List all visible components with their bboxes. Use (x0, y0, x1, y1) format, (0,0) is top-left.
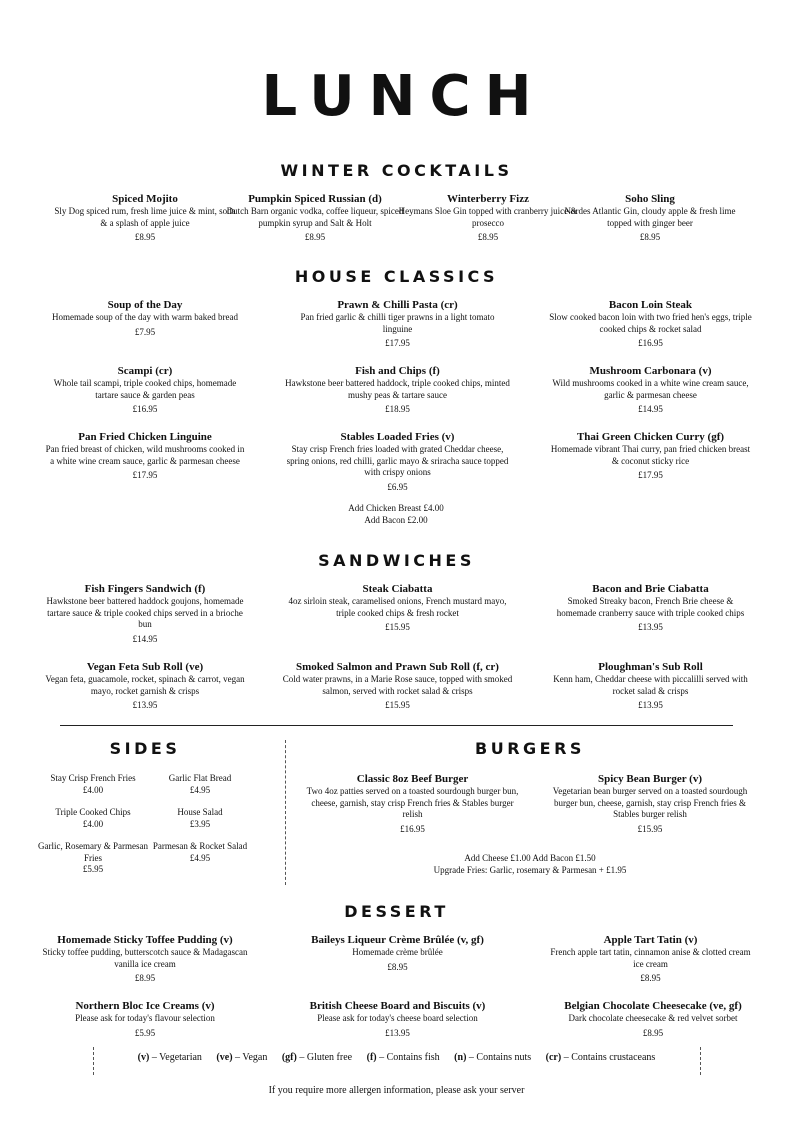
item-desc: Please ask for today's cheese board selection (317, 1013, 478, 1023)
allergen-legend (0, 1052, 793, 1063)
dessert-heading: DESSERT (344, 902, 449, 921)
item-price: £17.95 (385, 338, 410, 348)
page-title: LUNCH (261, 64, 546, 129)
legend-label: – Vegan (235, 1052, 268, 1063)
item-name: Vegan Feta Sub Roll (ve) (86, 661, 204, 673)
item-desc: Kenn ham, Cheddar cheese with piccalilli served with rocket salad & crisps (553, 674, 748, 696)
item-price: £13.95 (638, 622, 663, 632)
item-desc: Slow cooked bacon loin with two fried hen's eggs, triple cooked chips & rocket salad (549, 312, 752, 334)
item-name: Baileys Liqueur Crème Brûlée (v, gf) (311, 934, 484, 946)
menu-item (305, 772, 520, 835)
allergen-footer: If you require more allergen information, please ask your server (268, 1085, 525, 1096)
winter-cocktails-heading: WINTER COCKTAILS (280, 161, 513, 180)
item-name: Garlic, Rosemary & Parmesan Fries (38, 841, 148, 863)
menu-item (280, 660, 515, 711)
item-name: Spicy Bean Burger (v) (598, 773, 702, 785)
menu-item (220, 192, 410, 243)
item-price: £8.95 (477, 232, 499, 242)
item-price: £13.95 (132, 700, 158, 710)
item-price: £8.95 (639, 232, 661, 242)
menu-item (290, 933, 505, 973)
legend-item (138, 1052, 202, 1063)
item-desc: Dark chocolate cheesecake & red velvet sorbet (568, 1013, 738, 1023)
item-name: Garlic Flat Bread (168, 773, 232, 783)
item-name: Fish Fingers Sandwich (f) (84, 583, 206, 595)
item-price: £5.95 (134, 1027, 156, 1038)
legend-code: (v) (137, 1052, 150, 1063)
menu-item (285, 582, 510, 633)
item-price: £4.00 (82, 818, 104, 829)
menu-item (40, 582, 250, 645)
legend-label: – Gluten free (299, 1052, 353, 1063)
side-item (38, 807, 148, 830)
item-name: Stables Loaded Fries (v) (340, 431, 455, 443)
side-item (145, 841, 255, 864)
item-price: £4.95 (189, 852, 211, 863)
item-price: £5.95 (82, 864, 104, 874)
item-price: £15.95 (385, 700, 410, 710)
item-price: £6.95 (387, 481, 408, 492)
menu-item (548, 999, 758, 1039)
item-price: £14.95 (638, 404, 663, 414)
menu-item (45, 364, 245, 415)
legend-code: (n) (454, 1052, 467, 1063)
item-price: £3.95 (189, 818, 211, 829)
addon-bacon: Add Bacon £2.00 (364, 515, 428, 525)
item-desc: Please ask for today's flavour selection (75, 1013, 215, 1023)
menu-item (548, 660, 753, 711)
legend-label: – Contains fish (379, 1052, 440, 1063)
side-item (38, 841, 148, 876)
menu-item (548, 298, 753, 349)
menu-item (40, 660, 250, 711)
item-price: £7.95 (134, 326, 156, 337)
legend-item (546, 1052, 656, 1063)
item-name: Ploughman's Sub Roll (598, 661, 703, 673)
item-name: Prawn & Chilli Pasta (cr) (337, 299, 458, 311)
sides-heading: SIDES (109, 739, 181, 758)
item-desc: Nordes Atlantic Gin, cloudy apple & fresh lime topped with ginger beer (564, 206, 736, 228)
item-desc: Cold water prawns, in a Marie Rose sauce, topped with smoked salmon, served with rocket salad & crisps (282, 674, 513, 696)
item-price: £13.95 (638, 700, 663, 710)
menu-item (285, 298, 510, 349)
legend-code: (f) (366, 1052, 377, 1063)
legend-item (216, 1052, 267, 1063)
item-name: Parmesan & Rocket Salad (152, 841, 248, 851)
menu-item (45, 430, 245, 481)
burger-upgrade: Upgrade Fries: Garlic, rosemary & Parmesan + £1.95 (433, 865, 627, 875)
item-desc: Vegetarian bean burger served on a toasted sourdough burger bun, cheese, garnish, stay crisp French fries & Stables burger relish (552, 786, 748, 819)
addon-chicken: Add Chicken Breast £4.00 (348, 503, 444, 513)
side-item (145, 807, 255, 830)
menu-item (555, 192, 745, 243)
legend-code: (gf) (281, 1052, 297, 1063)
burgers-heading: BURGERS (475, 739, 585, 758)
menu-item (50, 192, 240, 243)
item-desc: French apple tart tatin, cinnamon anise & clotted cream ice cream (550, 947, 751, 969)
section-divider (60, 725, 733, 726)
menu-item (40, 933, 250, 984)
item-name: Soho Sling (625, 193, 675, 205)
item-desc: Homemade crème brûlée (352, 947, 443, 957)
legend-item (282, 1052, 352, 1063)
item-desc: Sly Dog spiced rum, fresh lime juice & mint, soda & a splash of apple juice (54, 206, 236, 228)
item-price: £16.95 (638, 338, 663, 348)
item-name: Mushroom Carbonara (v) (589, 365, 712, 377)
menu-item (290, 999, 505, 1039)
item-price: £17.95 (132, 470, 158, 480)
item-price: £8.95 (642, 1027, 664, 1038)
item-desc: Hawkstone beer battered haddock, triple cooked chips, minted mushy peas & tartare sauce (285, 378, 510, 400)
menu-item (548, 582, 753, 633)
legend-label: – Vegetarian (151, 1052, 202, 1063)
item-desc: Homemade soup of the day with warm baked bread (52, 312, 238, 322)
sandwiches-heading: SANDWICHES (318, 551, 475, 570)
item-desc: Wild mushrooms cooked in a white wine cream sauce, garlic & parmesan cheese (552, 378, 749, 400)
item-desc: Sticky toffee pudding, butterscotch sauce & Madagascan vanilla ice cream (42, 947, 248, 969)
item-price: £16.95 (132, 404, 158, 414)
legend-item (367, 1052, 440, 1063)
item-name: Pumpkin Spiced Russian (d) (248, 193, 382, 205)
item-name: Apple Tart Tatin (v) (603, 934, 698, 946)
menu-item (285, 430, 510, 493)
column-divider (285, 740, 286, 885)
item-price: £8.95 (387, 961, 408, 972)
item-price: £13.95 (385, 1027, 410, 1038)
house-classics-heading: HOUSE CLASSICS (294, 267, 499, 286)
item-price: £8.95 (640, 973, 661, 983)
item-name: Stay Crisp French Fries (50, 773, 136, 783)
item-name: Smoked Salmon and Prawn Sub Roll (f, cr) (296, 661, 499, 673)
item-name: Scampi (cr) (117, 365, 173, 377)
item-desc: Stay crisp French fries loaded with grated Cheddar cheese, spring onions, red chilli, garlic mayo & sriracha sauce topped with crispy onions (286, 444, 509, 477)
legend-code: (ve) (216, 1052, 233, 1063)
item-name: Thai Green Chicken Curry (gf) (576, 431, 725, 443)
item-desc: Pan fried garlic & chilli tiger prawns in a light tomato linguine (300, 312, 495, 334)
item-price: £8.95 (304, 232, 326, 242)
item-desc: Pan fried breast of chicken, wild mushrooms cooked in a white wine cream sauce, garlic & parmesan cheese (45, 444, 245, 466)
menu-item (45, 298, 245, 338)
item-desc: Whole tail scampi, triple cooked chips, homemade tartare sauce & garden peas (53, 378, 237, 400)
item-price: £4.95 (189, 784, 211, 795)
item-desc: Smoked Streaky bacon, French Brie cheese & homemade cranberry sauce with triple cooked chips (556, 596, 745, 618)
item-name: Homemade Sticky Toffee Pudding (v) (57, 934, 233, 946)
item-name: Bacon and Brie Ciabatta (592, 583, 709, 595)
item-price: £18.95 (385, 404, 410, 414)
item-name: Fish and Chips (f) (355, 365, 440, 377)
item-price: £16.95 (400, 823, 425, 834)
menu-item (285, 364, 510, 415)
item-name: Spiced Mojito (112, 193, 178, 205)
menu-item (545, 772, 755, 835)
legend-label: – Contains nuts (468, 1052, 532, 1063)
item-price: £15.95 (385, 622, 410, 632)
item-desc: Two 4oz patties served on a toasted sourdough burger bun, cheese, garnish, stay crisp French fries & Stables burger relish (306, 786, 519, 819)
item-price: £8.95 (134, 973, 156, 983)
side-item (145, 773, 255, 796)
item-desc: Dutch Barn organic vodka, coffee liqueur, spiced pumpkin syrup and Salt & Holt (226, 206, 404, 228)
item-name: Bacon Loin Steak (608, 299, 693, 311)
legend-label: – Contains crustaceans (563, 1052, 656, 1063)
item-price: £17.95 (638, 470, 663, 480)
item-desc: Homemade vibrant Thai curry, pan fried chicken breast & coconut sticky rice (550, 444, 751, 466)
legend-item (454, 1052, 531, 1063)
item-price: £4.00 (82, 784, 104, 795)
burger-addons: Add Cheese £1.00 Add Bacon £1.50 (464, 853, 596, 863)
item-desc: Vegan feta, guacamole, rocket, spinach & carrot, vegan mayo, rocket garnish & crisps (45, 674, 245, 696)
item-name: Belgian Chocolate Cheesecake (ve, gf) (564, 1000, 742, 1012)
item-price: £8.95 (134, 232, 156, 242)
item-name: Winterberry Fizz (447, 193, 529, 205)
item-name: Triple Cooked Chips (55, 807, 131, 817)
item-desc: Hawkstone beer battered haddock goujons, homemade tartare sauce & triple cooked chips served in a brioche bun (46, 596, 244, 629)
menu-item (548, 364, 753, 415)
item-name: Northern Bloc Ice Creams (v) (75, 1000, 215, 1012)
menu-item (40, 999, 250, 1039)
item-price: £15.95 (637, 823, 663, 834)
side-item (38, 773, 148, 796)
item-price: £14.95 (132, 633, 158, 644)
menu-item (548, 430, 753, 481)
item-name: House Salad (177, 807, 223, 817)
legend-code: (cr) (545, 1052, 562, 1063)
item-name: Steak Ciabatta (362, 583, 433, 595)
item-desc: 4oz sirloin steak, caramelised onions, French mustard mayo, triple cooked chips & fresh rocket (288, 596, 507, 618)
item-name: Classic 8oz Beef Burger (356, 773, 469, 785)
item-name: Pan Fried Chicken Linguine (78, 431, 212, 443)
menu-item (548, 933, 753, 984)
item-name: Soup of the Day (107, 299, 183, 311)
item-desc: Heymans Sloe Gin topped with cranberry juice & prosecco (398, 206, 578, 228)
item-name: British Cheese Board and Biscuits (v) (309, 1000, 486, 1012)
